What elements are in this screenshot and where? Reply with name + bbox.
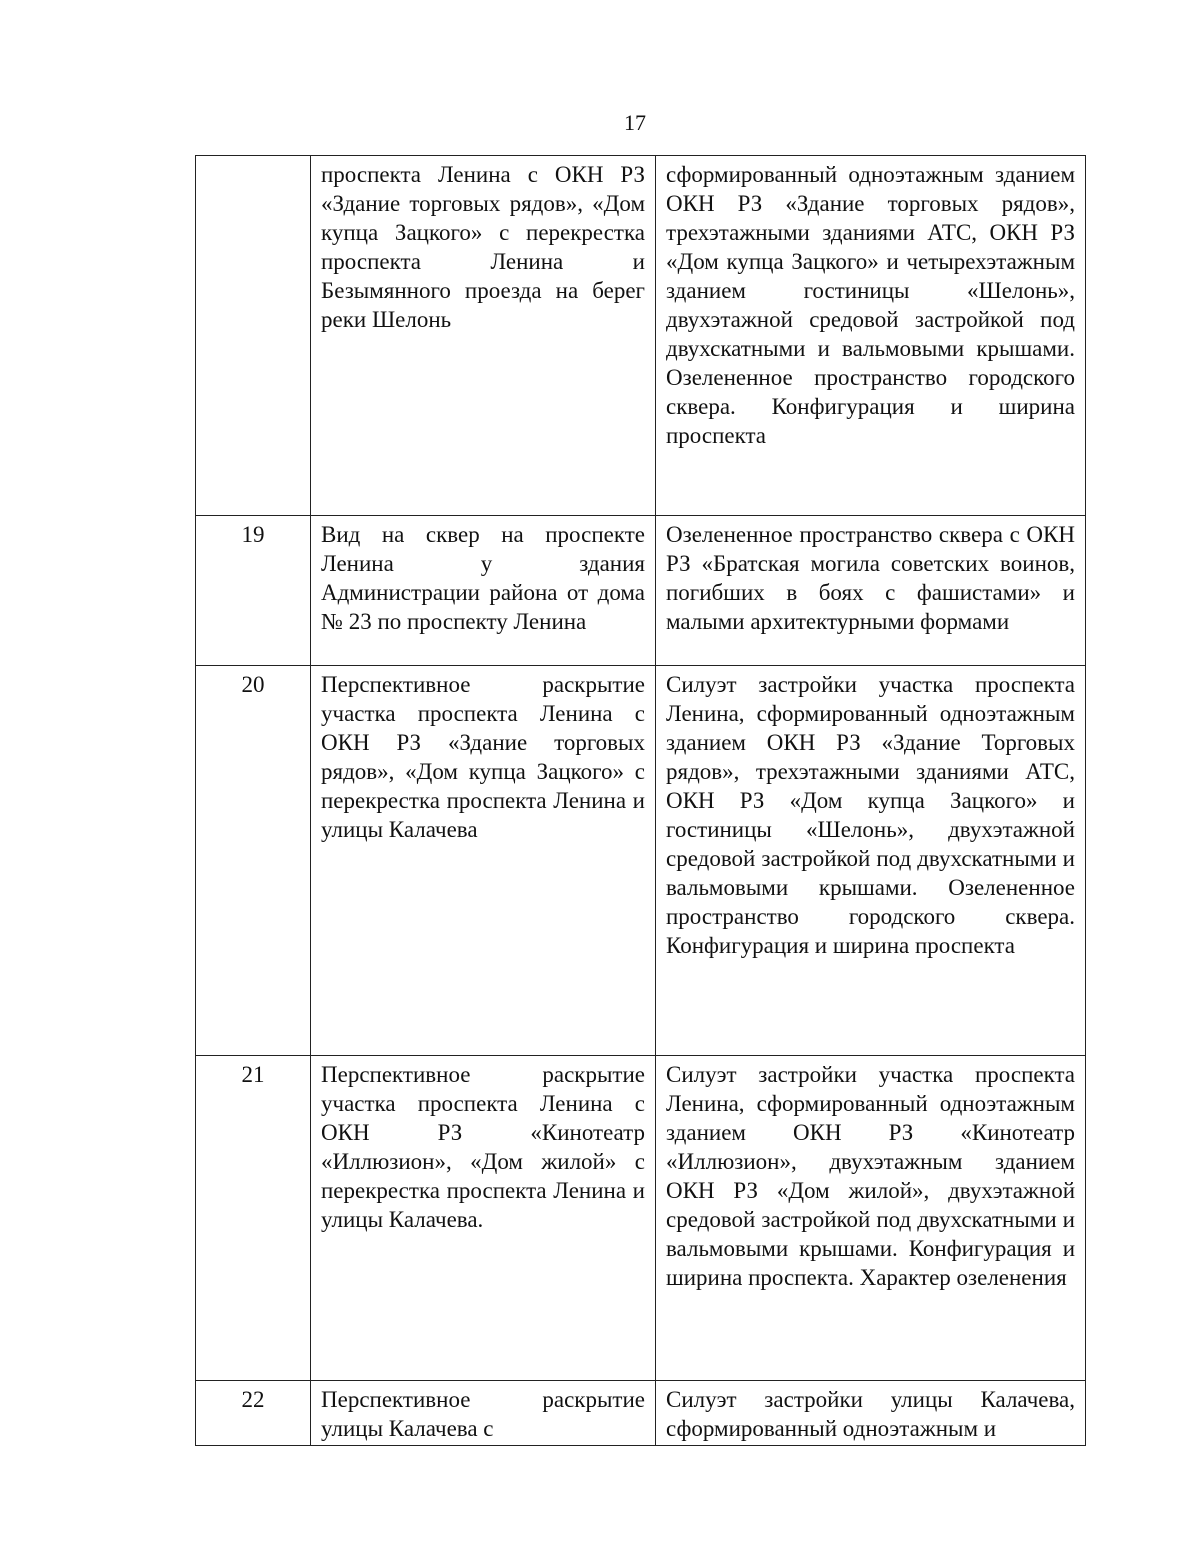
view-point-cell: проспекта Ленина с ОКН РЗ «Здание торговых рядов», «Дом купца Зацкого» с перекрестка проспекта Ленина и Безымянного проезда на берег реки Шелонь [311, 156, 656, 516]
description-cell: Силуэт застройки участка проспекта Ленина, сформированный одноэтажным зданием ОКН РЗ «Здание Торговых рядов», трехэтажными зданиями АТС, ОКН РЗ «Дом купца Зацкого» и гостиницы «Шелонь», двухэтажной средовой застройкой под двухскатными и вальмовыми крышами. Озелененное пространство городского сквера. Конфигурация и ширина проспекта [656, 666, 1086, 1056]
view-point-cell: Вид на сквер на проспекте Ленина у здания Администрации района от дома № 23 по проспекту Ленина [311, 516, 656, 666]
page-number: 17 [624, 110, 646, 135]
row-number: 22 [196, 1381, 311, 1446]
table-row [196, 156, 1086, 516]
description-cell: Озелененное пространство сквера с ОКН РЗ «Братская могила советских воинов, погибших в боях с фашистами» и малыми архитектурными формами [656, 516, 1086, 666]
row-number: 21 [196, 1056, 311, 1381]
objects-table [195, 155, 1086, 1446]
description-cell: сформированный одноэтажным зданием ОКН РЗ «Здание торговых рядов», трехэтажными зданиями АТС, ОКН РЗ «Дом купца Зацкого» и четырехэтажным зданием гостиницы «Шелонь», двухэтажной средовой застройкой под двухскатными и вальмовыми крышами. Озелененное пространство городского сквера. Конфигурация и ширина проспекта [656, 156, 1086, 516]
description-cell: Силуэт застройки улицы Калачева, сформированный одноэтажным и [656, 1381, 1086, 1446]
description-cell: Силуэт застройки участка проспекта Ленина, сформированный одноэтажным зданием ОКН РЗ «Кинотеатр «Иллюзион», двухэтажным зданием ОКН РЗ «Дом жилой», двухэтажной средовой застройкой под двухскатными и вальмовыми крышами. Конфигурация и ширина проспекта. Характер озеленения [656, 1056, 1086, 1381]
row-number: 19 [196, 516, 311, 666]
table-row [196, 1381, 1086, 1446]
view-point-cell: Перспективное раскрытие участка проспекта Ленина с ОКН РЗ «Кинотеатр «Иллюзион», «Дом жилой» с перекрестка проспекта Ленина и улицы Калачева. [311, 1056, 656, 1381]
row-number [196, 156, 311, 516]
row-number: 20 [196, 666, 311, 1056]
view-point-cell: Перспективное раскрытие улицы Калачева с [311, 1381, 656, 1446]
table-row [196, 1056, 1086, 1381]
table-row [196, 666, 1086, 1056]
view-point-cell: Перспективное раскрытие участка проспекта Ленина с ОКН РЗ «Здание торговых рядов», «Дом купца Зацкого» с перекрестка проспекта Ленина и улицы Калачева [311, 666, 656, 1056]
table-row [196, 516, 1086, 666]
